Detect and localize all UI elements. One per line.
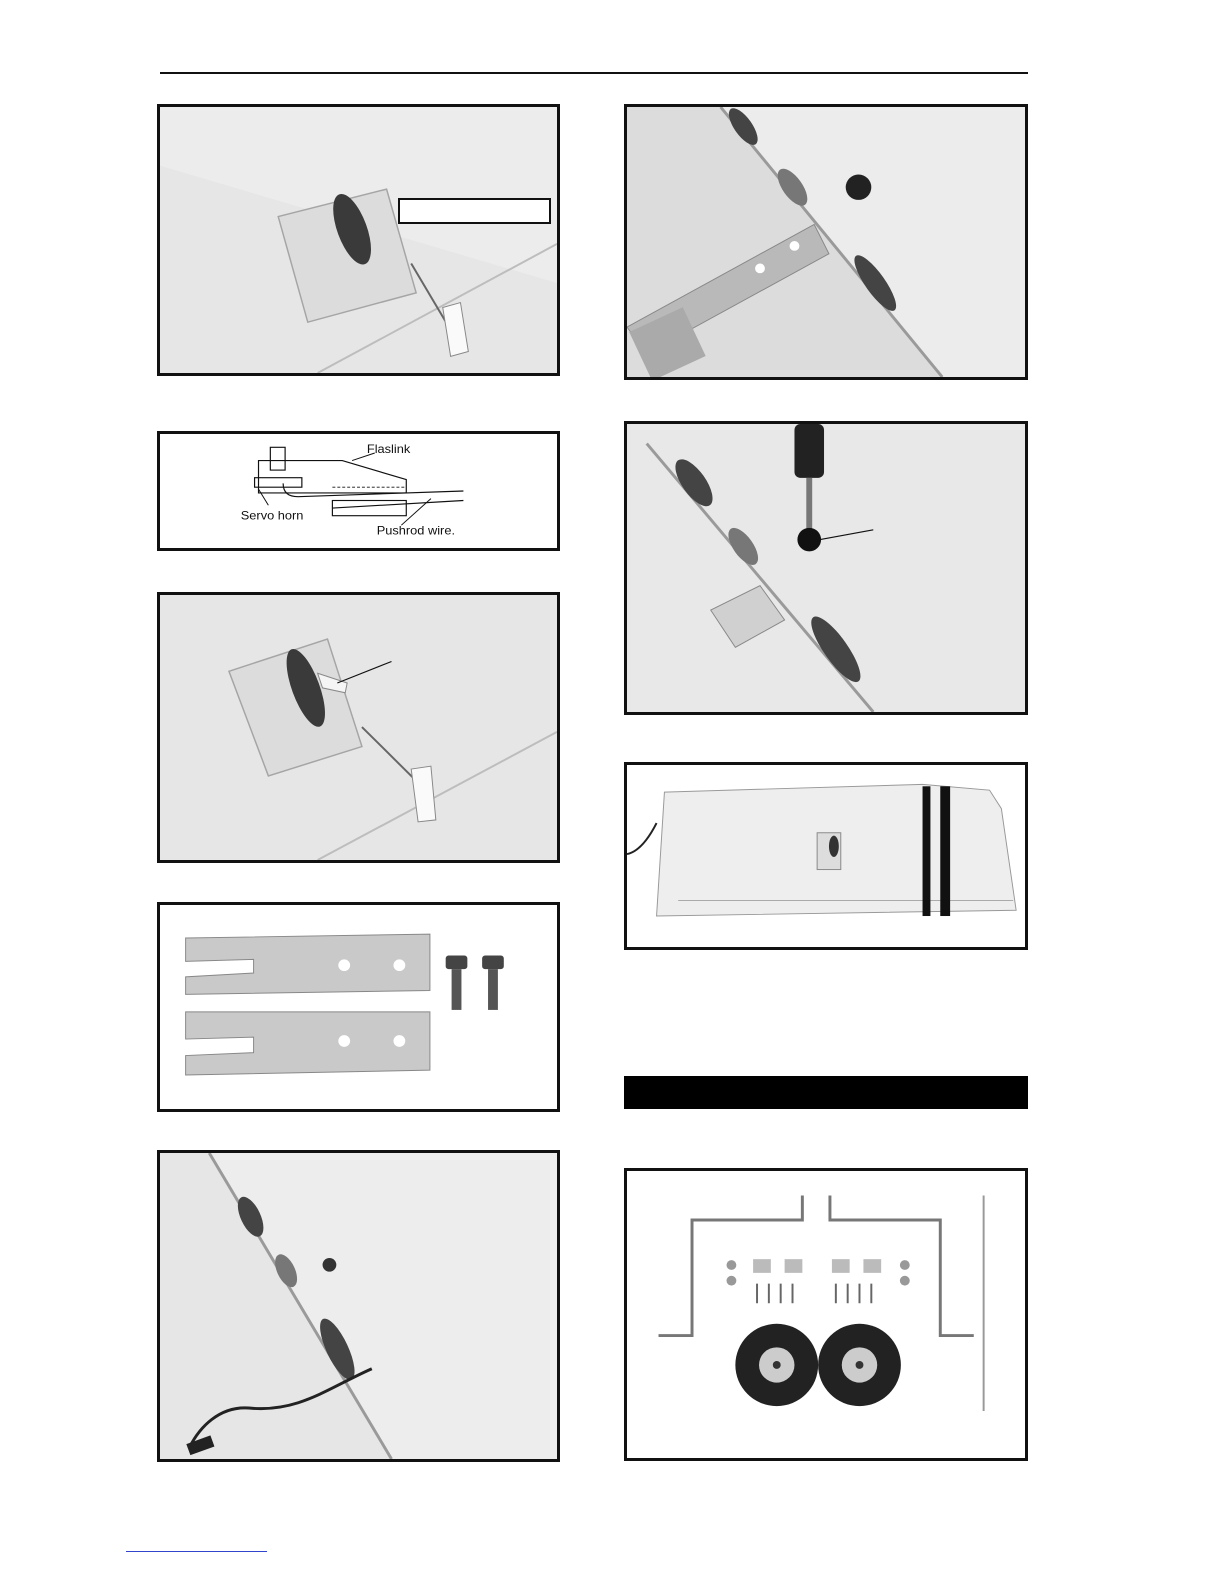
wing-root-with-servo-lead-photo (157, 1150, 560, 1462)
header-rule (160, 72, 1028, 74)
aileron-servo-bay-photo (157, 104, 560, 376)
footer-link-underline[interactable] (126, 1551, 267, 1552)
flaslink-label: Flaslink (366, 442, 411, 456)
wing-bolt-screwdriver-photo (624, 421, 1028, 715)
servo-horn-label: Servo horn (240, 508, 304, 523)
wing-joiner-inserted-photo (624, 104, 1028, 380)
wing-joiner-plates-and-bolts-photo (157, 902, 560, 1112)
flaslink-diagram (157, 431, 560, 551)
pushrod-label: Pushrod wire. (376, 523, 456, 538)
landing-gear-parts-photo (624, 1168, 1028, 1461)
callout-box (398, 198, 551, 224)
completed-wing-panel-photo (624, 762, 1028, 950)
aileron-linkage-installed-photo (157, 592, 560, 863)
section-header-bar (624, 1076, 1028, 1109)
